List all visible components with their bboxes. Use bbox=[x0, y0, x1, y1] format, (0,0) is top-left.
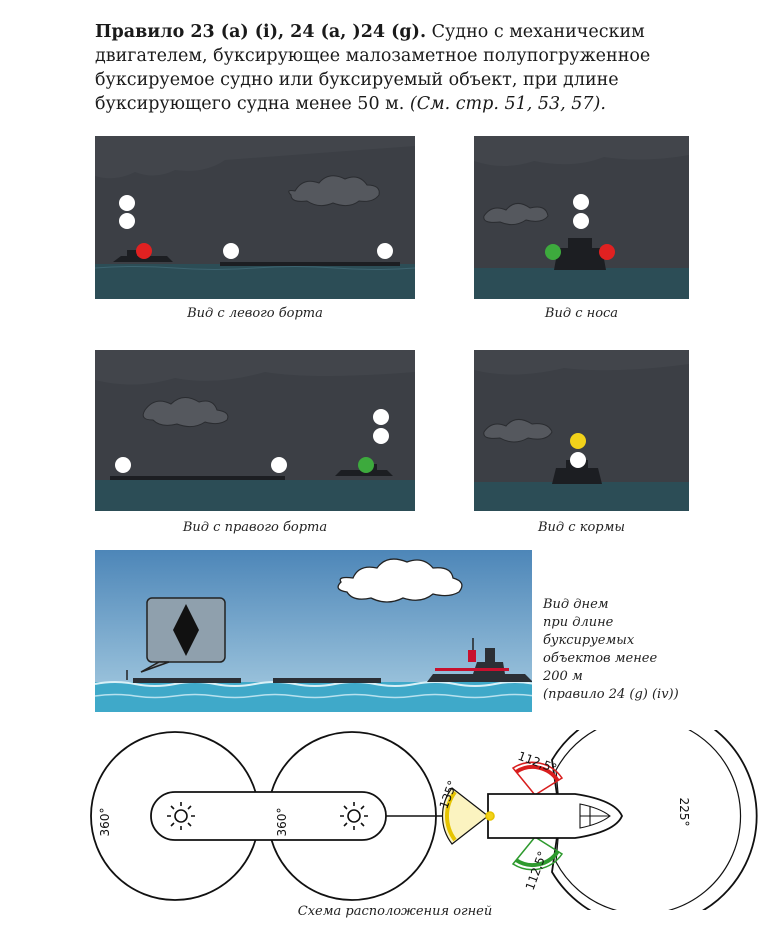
port-sidelight-red bbox=[136, 243, 152, 259]
angle-middle-circle: 360° bbox=[275, 807, 289, 837]
day-note-line-4: объектов менее bbox=[543, 651, 658, 666]
bow-view bbox=[474, 136, 689, 299]
towed-object-aft bbox=[273, 678, 381, 683]
starboard-sidelight-green bbox=[358, 457, 374, 473]
masthead-light-upper bbox=[119, 195, 135, 211]
starboard-side-night-scene bbox=[95, 350, 415, 511]
masthead-light-lower bbox=[373, 428, 389, 444]
day-scene bbox=[95, 550, 532, 712]
angle-port-sector: 112,5° bbox=[516, 748, 559, 776]
towed-object-fore bbox=[133, 678, 241, 683]
light-arcs-diagram bbox=[0, 730, 783, 910]
towed-object-light-aft bbox=[377, 243, 393, 259]
day-note-line-1: Вид днем bbox=[543, 597, 609, 612]
night-sea bbox=[474, 268, 689, 299]
day-view-note bbox=[543, 596, 703, 704]
night-sea bbox=[474, 482, 689, 511]
day-view bbox=[95, 550, 532, 712]
towed-object bbox=[110, 476, 285, 480]
towed-object-light-fore bbox=[271, 457, 287, 473]
towing-light-yellow bbox=[570, 433, 586, 449]
angle-left-circle: 360° bbox=[98, 807, 112, 837]
rule-description: Судно с механическим двигателем, буксирующее малозаметное полупогруженное буксируемое судно или буксируемый объект, при длине буксирующего судна менее 50 м. bbox=[95, 22, 651, 114]
angle-starboard-sector: 112,5° bbox=[522, 849, 550, 892]
angle-stern-sector: 135° bbox=[436, 778, 460, 811]
stern-night-scene bbox=[474, 350, 689, 511]
towed-object bbox=[220, 262, 400, 266]
port-side-night-scene bbox=[95, 136, 415, 299]
caption-port-view: Вид с левого борта bbox=[187, 306, 323, 321]
day-note-line-2: при длине bbox=[543, 615, 614, 630]
rule-heading bbox=[95, 20, 695, 116]
tug-stripe bbox=[435, 668, 509, 671]
caption-stern-view: Вид с кормы bbox=[538, 520, 625, 535]
stern-light-white bbox=[570, 452, 586, 468]
port-side-view bbox=[95, 136, 415, 299]
masthead-light-lower bbox=[573, 213, 589, 229]
night-sea bbox=[95, 480, 415, 511]
starboard-sidelight-green bbox=[545, 244, 561, 260]
masthead-light-upper bbox=[573, 194, 589, 210]
tug-funnel bbox=[468, 650, 476, 662]
towed-object-light-fore bbox=[223, 243, 239, 259]
caption-diagram: Схема расположения огней bbox=[297, 904, 493, 919]
day-note-line-6: (правило 24 (g) (iv)) bbox=[543, 687, 679, 702]
bow-night-scene bbox=[474, 136, 689, 299]
masthead-light-upper bbox=[373, 409, 389, 425]
day-note-line-5: 200 м bbox=[543, 669, 583, 684]
angle-masthead-sector: 225° bbox=[677, 797, 691, 827]
caption-starboard-view: Вид с правого борта bbox=[182, 520, 328, 535]
day-note-line-3: буксируемых bbox=[543, 633, 635, 648]
sun-icon bbox=[486, 812, 494, 820]
caption-bow-view: Вид с носа bbox=[544, 306, 619, 321]
rule-reference: Правило 23 (a) (i), 24 (a, )24 (g). bbox=[95, 22, 427, 42]
port-sidelight-red bbox=[599, 244, 615, 260]
stern-view bbox=[474, 350, 689, 511]
masthead-light-lower bbox=[119, 213, 135, 229]
towed-object-light-aft bbox=[115, 457, 131, 473]
starboard-side-view bbox=[95, 350, 415, 511]
page-references: (См. стр. 51, 53, 57). bbox=[409, 94, 606, 114]
